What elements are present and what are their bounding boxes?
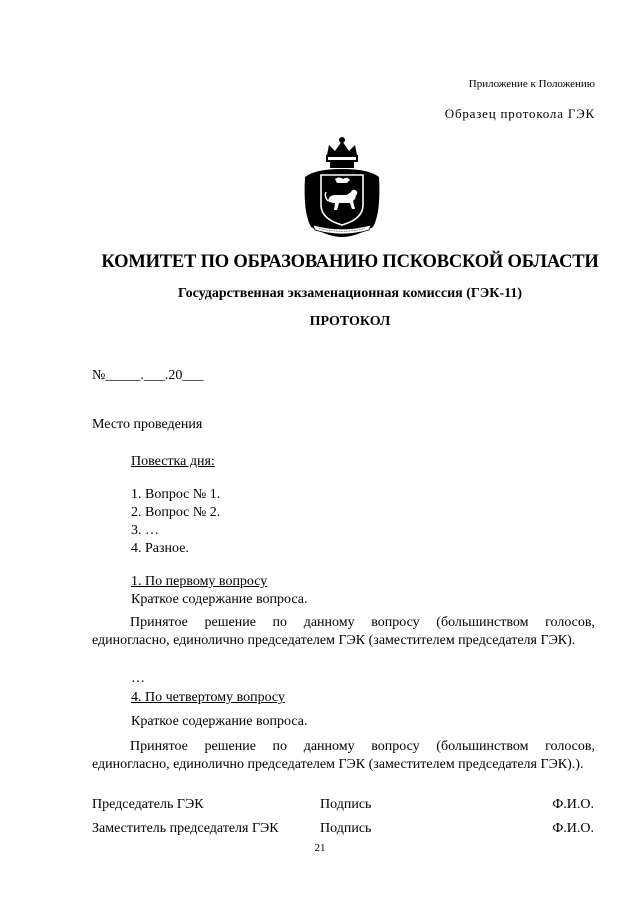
question-1-summary: Краткое содержание вопроса. xyxy=(131,592,308,607)
commission-title: Государственная экзаменационная комиссия (ГЭК-11) xyxy=(177,286,523,301)
protocol-number-line: №_____.___.20___ xyxy=(92,368,204,383)
signature-role: Заместитель председателя ГЭК xyxy=(92,821,279,836)
committee-title: КОМИТЕТ ПО ОБРАЗОВАНИЮ ПСКОВСКОЙ ОБЛАСТИ xyxy=(101,252,599,272)
page-number: 21 xyxy=(314,842,326,854)
agenda-item: 4. Разное. xyxy=(131,541,189,556)
venue-label: Место проведения xyxy=(92,417,203,432)
question-4-decision: Принятое решение по данному вопросу (большинством голосов, единогласно, единолично председателем ГЭК (заместителем председателя ГЭК).). xyxy=(92,739,595,772)
agenda-item: 3. … xyxy=(131,523,159,538)
signature-role: Председатель ГЭК xyxy=(92,797,204,812)
question-1-decision: Принятое решение по данному вопросу (большинством голосов, единогласно, единолично председателем ГЭК (заместителем председателя ГЭК). xyxy=(92,615,595,648)
ellipsis: … xyxy=(131,671,145,686)
question-4-heading: 4. По четвертому вопросу xyxy=(131,690,285,705)
sample-label: Образец протокола ГЭК xyxy=(444,106,595,121)
agenda-item: 2. Вопрос № 2. xyxy=(131,505,221,520)
signature-name: Ф.И.О. xyxy=(552,797,594,812)
agenda-item: 1. Вопрос № 1. xyxy=(131,487,221,502)
question-4-summary: Краткое содержание вопроса. xyxy=(131,714,308,729)
question-1-heading: 1. По первому вопросу xyxy=(131,574,268,589)
signature-field: Подпись xyxy=(320,797,372,812)
agenda-heading: Повестка дня: xyxy=(131,454,215,469)
annex-note: Приложение к Положению xyxy=(468,78,595,90)
signature-name: Ф.И.О. xyxy=(552,821,594,836)
agenda-list xyxy=(131,486,220,558)
pskov-coat-of-arms xyxy=(299,135,385,239)
protocol-title: ПРОТОКОЛ xyxy=(309,314,391,329)
signature-field: Подпись xyxy=(320,821,372,836)
